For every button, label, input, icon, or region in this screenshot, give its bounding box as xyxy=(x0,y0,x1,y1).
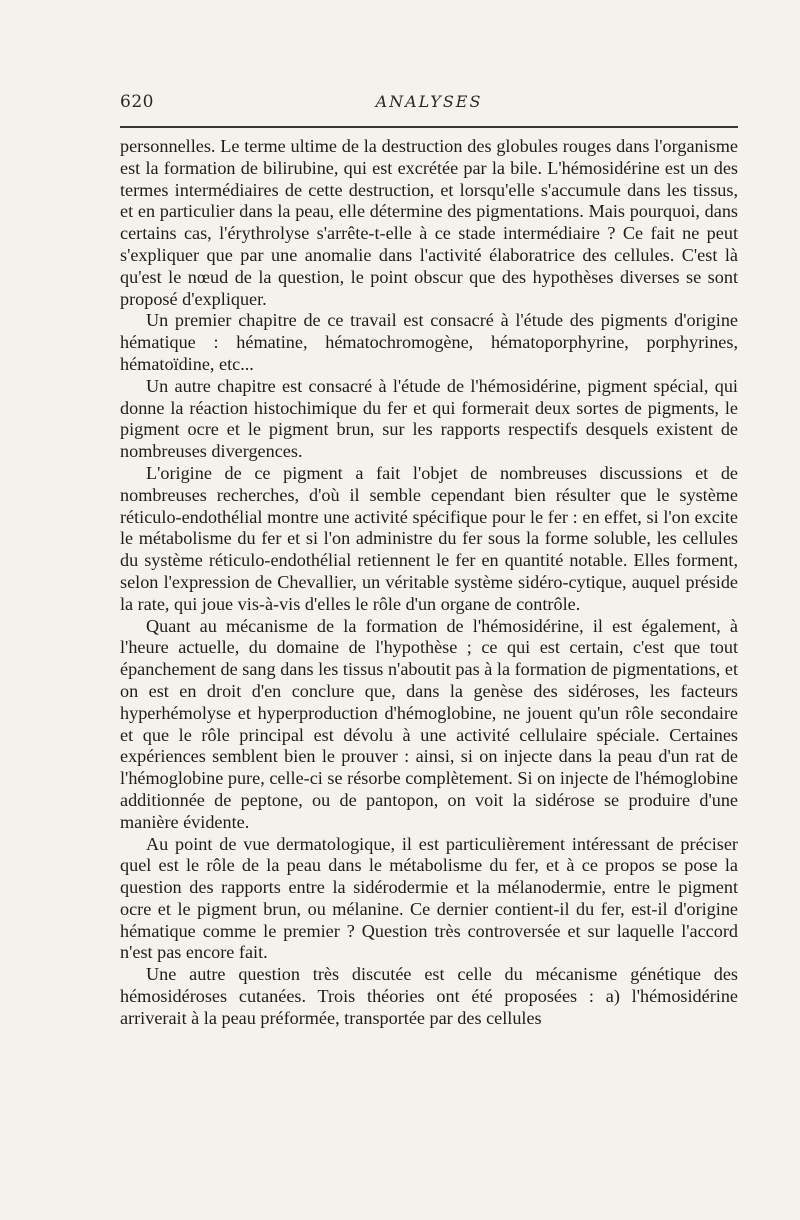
body-text xyxy=(120,136,738,1030)
paragraph-theories: Une autre question très discutée est celle du mécanisme génétique des hémosidéroses cutanées. Trois théories ont été proposées : a) l'hémosidérine arriverait à la peau préformée, transportée par des cellules xyxy=(120,964,738,1028)
page-header xyxy=(120,92,738,116)
paragraph-hemosiderine: Un autre chapitre est consacré à l'étude de l'hémosidérine, pigment spécial, qui donne la réaction histochimique du fer et qui formerait deux sortes de pigments, le pigment ocre et le pigment brun, sur les rapports respectifs desquels existent de nombreuses divergences. xyxy=(120,375,738,462)
running-title: ANALYSES xyxy=(375,92,483,111)
paragraph-mecanisme: Quant au mécanisme de la formation de l'hémosidérine, il est également, à l'heure actuelle, du domaine de l'hypothèse ; ce qui est certain, c'est que tout épanchement de sang dans les tissus n'aboutit pas à la formation de pigmentations, et on est en droit d'en conclure que, dans la genèse des sidéroses, les facteurs hyperhémolyse et hyperproduction d'hémoglobine, ne jouent qu'un rôle secondaire et que le rôle principal est dévolu à une activité cellulaire spéciale. Certaines expériences semblent bien le prouver : ainsi, si on injecte dans la peau d'un rat de l'hémoglobine pure, celle-ci se résorbe complètement. Si on injecte de l'hémoglobine additionnée de peptone, ou de pantopon, on voit la sidérose se produire d'une manière évidente. xyxy=(120,615,738,832)
paragraph-continued: personnelles. Le terme ultime de la destruction des globules rouges dans l'organisme est la formation de bilirubine, qui est excrétée par la bile. L'hémosidérine est un des termes intermédiaires de cette destruction, et lorsqu'elle s'accumule dans les tissus, et en particulier dans la peau, elle détermine des pigmentations. Mais pourquoi, dans certains cas, l'érythrolyse s'arrête-t-elle à ce stade intermédiaire ? Ce fait ne peut s'expliquer que par une anomalie dans l'activité élaboratrice des cellules. C'est là qu'est le nœud de la question, le point obscur que des hypothèses diverses se sont proposé d'expliquer. xyxy=(120,136,738,309)
paragraph-dermatologique: Au point de vue dermatologique, il est particulièrement intéressant de préciser quel est le rôle de la peau dans le métabolisme du fer, et à ce propos se pose la question des rapports entre la sidérodermie et la mélanodermie, entre le pigment ocre et le pigment brun, ou mélanine. Ce dernier contient-il du fer, est-il d'origine hématique comme le premier ? Question très controversée et sur laquelle l'accord n'est pas encore fait. xyxy=(120,833,738,963)
header-rule xyxy=(120,126,738,128)
paragraph-pigments: Un premier chapitre de ce travail est consacré à l'étude des pigments d'origine hématique : hématine, hématochromogène, hématoporphyrine, porphyrines, hématoïdine, etc... xyxy=(120,310,738,374)
paragraph-origine: L'origine de ce pigment a fait l'objet de nombreuses discussions et de nombreuses recherches, d'où il semble cependant bien résulter que le système réticulo-endothélial montre une activité spécifique pour le fer : en effet, si l'on excite le métabolisme du fer et si l'on administre du fer sous la forme soluble, les cellules du système réticulo-endothélial retiennent le fer en quantité notable. Elles forment, selon l'expression de Chevallier, un véritable système sidéro-cytique, auquel préside la rate, qui joue vis-à-vis d'elles le rôle d'un organe de contrôle. xyxy=(120,462,738,614)
page-number: 620 xyxy=(120,92,154,112)
